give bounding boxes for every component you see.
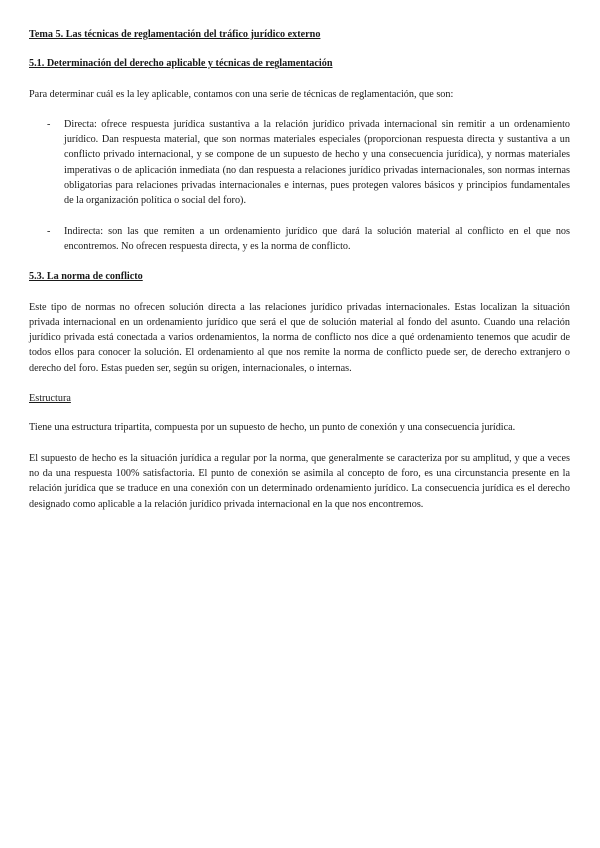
technique-list	[29, 117, 570, 254]
list-item-indirecta	[29, 224, 570, 255]
subheading-estructura: Estructura	[29, 393, 71, 405]
section-intro-paragraph: Para determinar cuál es la ley aplicable, contamos con una serie de técnicas de reglamentación, que son:	[29, 88, 454, 100]
list-item-text: Indirecta: son las que remiten a un ordenamiento jurídico que dará la solución material al conflicto en el que nos encontremos. No ofrecen respuesta directa, y es la norma de conflicto.	[64, 225, 570, 252]
norma-conflicto-paragraph: Este tipo de normas no ofrecen solución directa a las relaciones jurídico privadas internacionales. Estas localizan la situación privada internacional en un ordenamiento jurídico que será el que de solución material al fondo del asunto. Cuando una relación jurídico privada está conectada a varios ordenamientos, la norma de conflicto nos dice a qué ordenamiento tenemos que acudir de todos ellos para conocer la solución. El ordenamiento al que nos remite la norma de conflicto puede ser, de derecho extranjero o derecho del foro. Estas pueden ser, según su origen, internacionales, o internas.	[29, 301, 570, 374]
section-heading-5-1: 5.1. Determinación del derecho aplicable y técnicas de reglamentación	[29, 58, 333, 70]
dash-bullet: -	[47, 118, 51, 130]
section-heading-5-3: 5.3. La norma de conflicto	[29, 271, 143, 283]
list-item-directa	[29, 117, 570, 209]
document-page	[29, 27, 570, 527]
list-item-text: Directa: ofrece respuesta jurídica sustantiva a la relación jurídico privada internacional sin remitir a un ordenamiento jurídico. Dan respuesta material, que son normas materiales especiales (proporcionan respuesta directa y sustantiva a un conflicto privado internacional, y se compone de un supuesto de hecho y una consecuencia jurídica), y normas materiales imperativas o de aplicación inmediata (no dan respuesta a relaciones jurídico privadas internacionales, son normas internas obligatorias para relaciones privadas internacionales e internas, pues protegen valores básicos y principios fundamentales de la organización política o social del foro).	[64, 118, 570, 207]
supuesto-hecho-paragraph: El supuesto de hecho es la situación jurídica a regular por la norma, que generalmente se caracteriza por su amplitud, y que a veces no da una respuesta 100% satisfactoria. El punto de conexión se asimila al concepto de foro, es una circunstancia presente en la relación jurídica que se traduce en una conexión con un determinado ordenamiento jurídico. La consecuencia jurídica es el derecho designado como aplicable a la relación jurídico privada internacional en la que nos encontremos.	[29, 452, 570, 510]
document-title: Tema 5. Las técnicas de reglamentación del tráfico jurídico externo	[29, 29, 321, 40]
dash-bullet: -	[47, 225, 51, 237]
estructura-paragraph: Tiene una estructura tripartita, compuesta por un supuesto de hecho, un punto de conexión y una consecuencia jurídica.	[29, 422, 516, 434]
